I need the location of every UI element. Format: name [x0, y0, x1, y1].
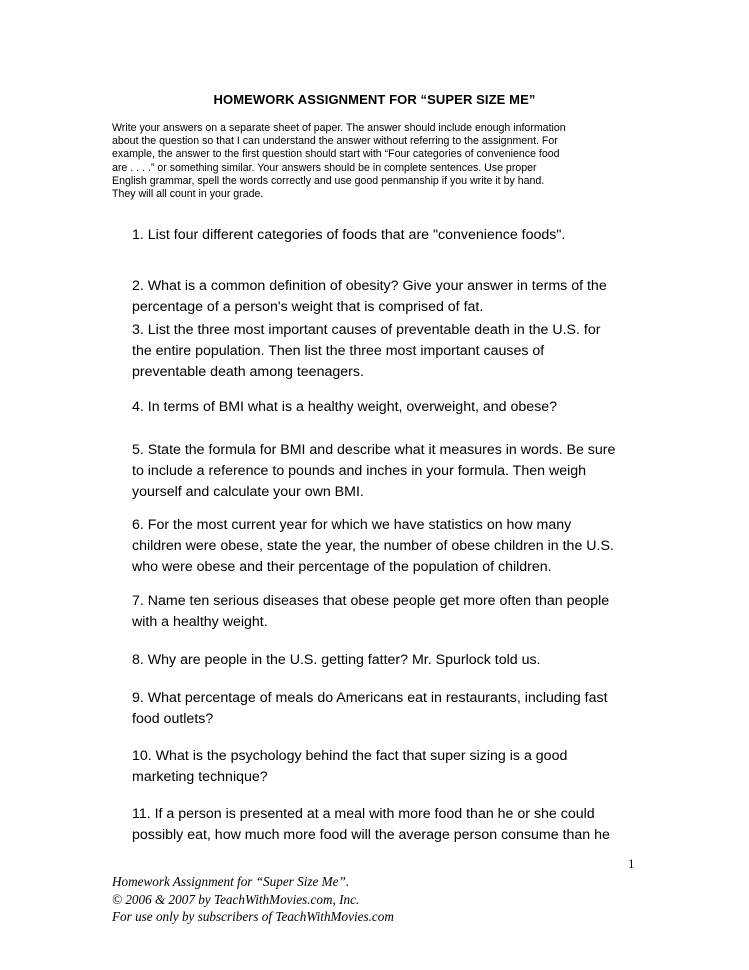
question-line: 7. Name ten serious diseases that obese people get more often than people [132, 593, 610, 609]
question-line: 1. List four different categories of foods that are "convenience foods". [132, 227, 566, 243]
question-line: 5. State the formula for BMI and describe what it measures in words. Be sure [132, 442, 616, 458]
instructions-line: English grammar, spell the words correctly and use good penmanship if you write it by hand. [112, 174, 545, 187]
question-1 [132, 225, 652, 246]
question-line: the entire population. Then list the three most important causes of [132, 343, 545, 359]
question-line: 8. Why are people in the U.S. getting fatter? Mr. Spurlock told us. [132, 652, 541, 668]
footer-line: © 2006 & 2007 by TeachWithMovies.com, Inc. [112, 891, 360, 907]
question-5 [132, 440, 652, 503]
question-line: 4. In terms of BMI what is a healthy weight, overweight, and obese? [132, 399, 558, 415]
instructions-line: are . . . .” or something similar. Your answers should be in complete sentences. Use proper [112, 161, 537, 174]
question-line: percentage of a person's weight that is comprised of fat. [132, 299, 484, 315]
question-line: 3. List the three most important causes of preventable death in the U.S. for [132, 322, 601, 338]
question-line: 9. What percentage of meals do Americans eat in restaurants, including fast [132, 690, 608, 706]
question-3 [132, 320, 652, 383]
question-4 [132, 397, 652, 418]
question-line: children were obese, state the year, the number of obese children in the U.S. [132, 538, 614, 554]
instructions-paragraph [112, 122, 642, 201]
question-8 [132, 650, 652, 671]
question-11 [132, 804, 652, 846]
question-9 [132, 688, 652, 730]
question-6 [132, 515, 652, 578]
question-7 [132, 591, 652, 633]
question-line: marketing technique? [132, 769, 268, 785]
footer-line: For use only by subscribers of TeachWithMovies.com [112, 909, 394, 924]
question-line: 10. What is the psychology behind the fact that super sizing is a good [132, 748, 568, 764]
question-line: with a healthy weight. [132, 614, 268, 630]
instructions-line: about the question so that I can understand the answer without referring to the assignment. For [112, 135, 558, 148]
question-line: who were obese and their percentage of the population of children. [132, 559, 552, 575]
question-line: to include a reference to pounds and inches in your formula. Then weigh [132, 463, 587, 479]
question-line: possibly eat, how much more food will the average person consume than he [132, 827, 610, 843]
instructions-line: example, the answer to the first question should start with “Four categories of convenience food [112, 148, 560, 161]
instructions-line: Write your answers on a separate sheet of paper. The answer should include enough information [112, 122, 566, 134]
footer-line: Homework Assignment for “Super Size Me”. [112, 874, 350, 889]
page-title: HOMEWORK ASSIGNMENT FOR “SUPER SIZE ME” [213, 92, 536, 107]
question-line: 6. For the most current year for which we have statistics on how many [132, 517, 572, 533]
question-line: food outlets? [132, 711, 214, 727]
page-footer [112, 873, 394, 926]
question-2 [132, 276, 652, 318]
page-number: 1 [628, 856, 635, 871]
question-line: 11. If a person is presented at a meal with more food than he or she could [132, 806, 595, 822]
question-10 [132, 746, 652, 788]
instructions-line: They will all count in your grade. [112, 188, 264, 201]
question-line: preventable death among teenagers. [132, 364, 364, 380]
question-line: 2. What is a common definition of obesity? Give your answer in terms of the [132, 278, 607, 294]
question-line: yourself and calculate your own BMI. [132, 484, 364, 500]
